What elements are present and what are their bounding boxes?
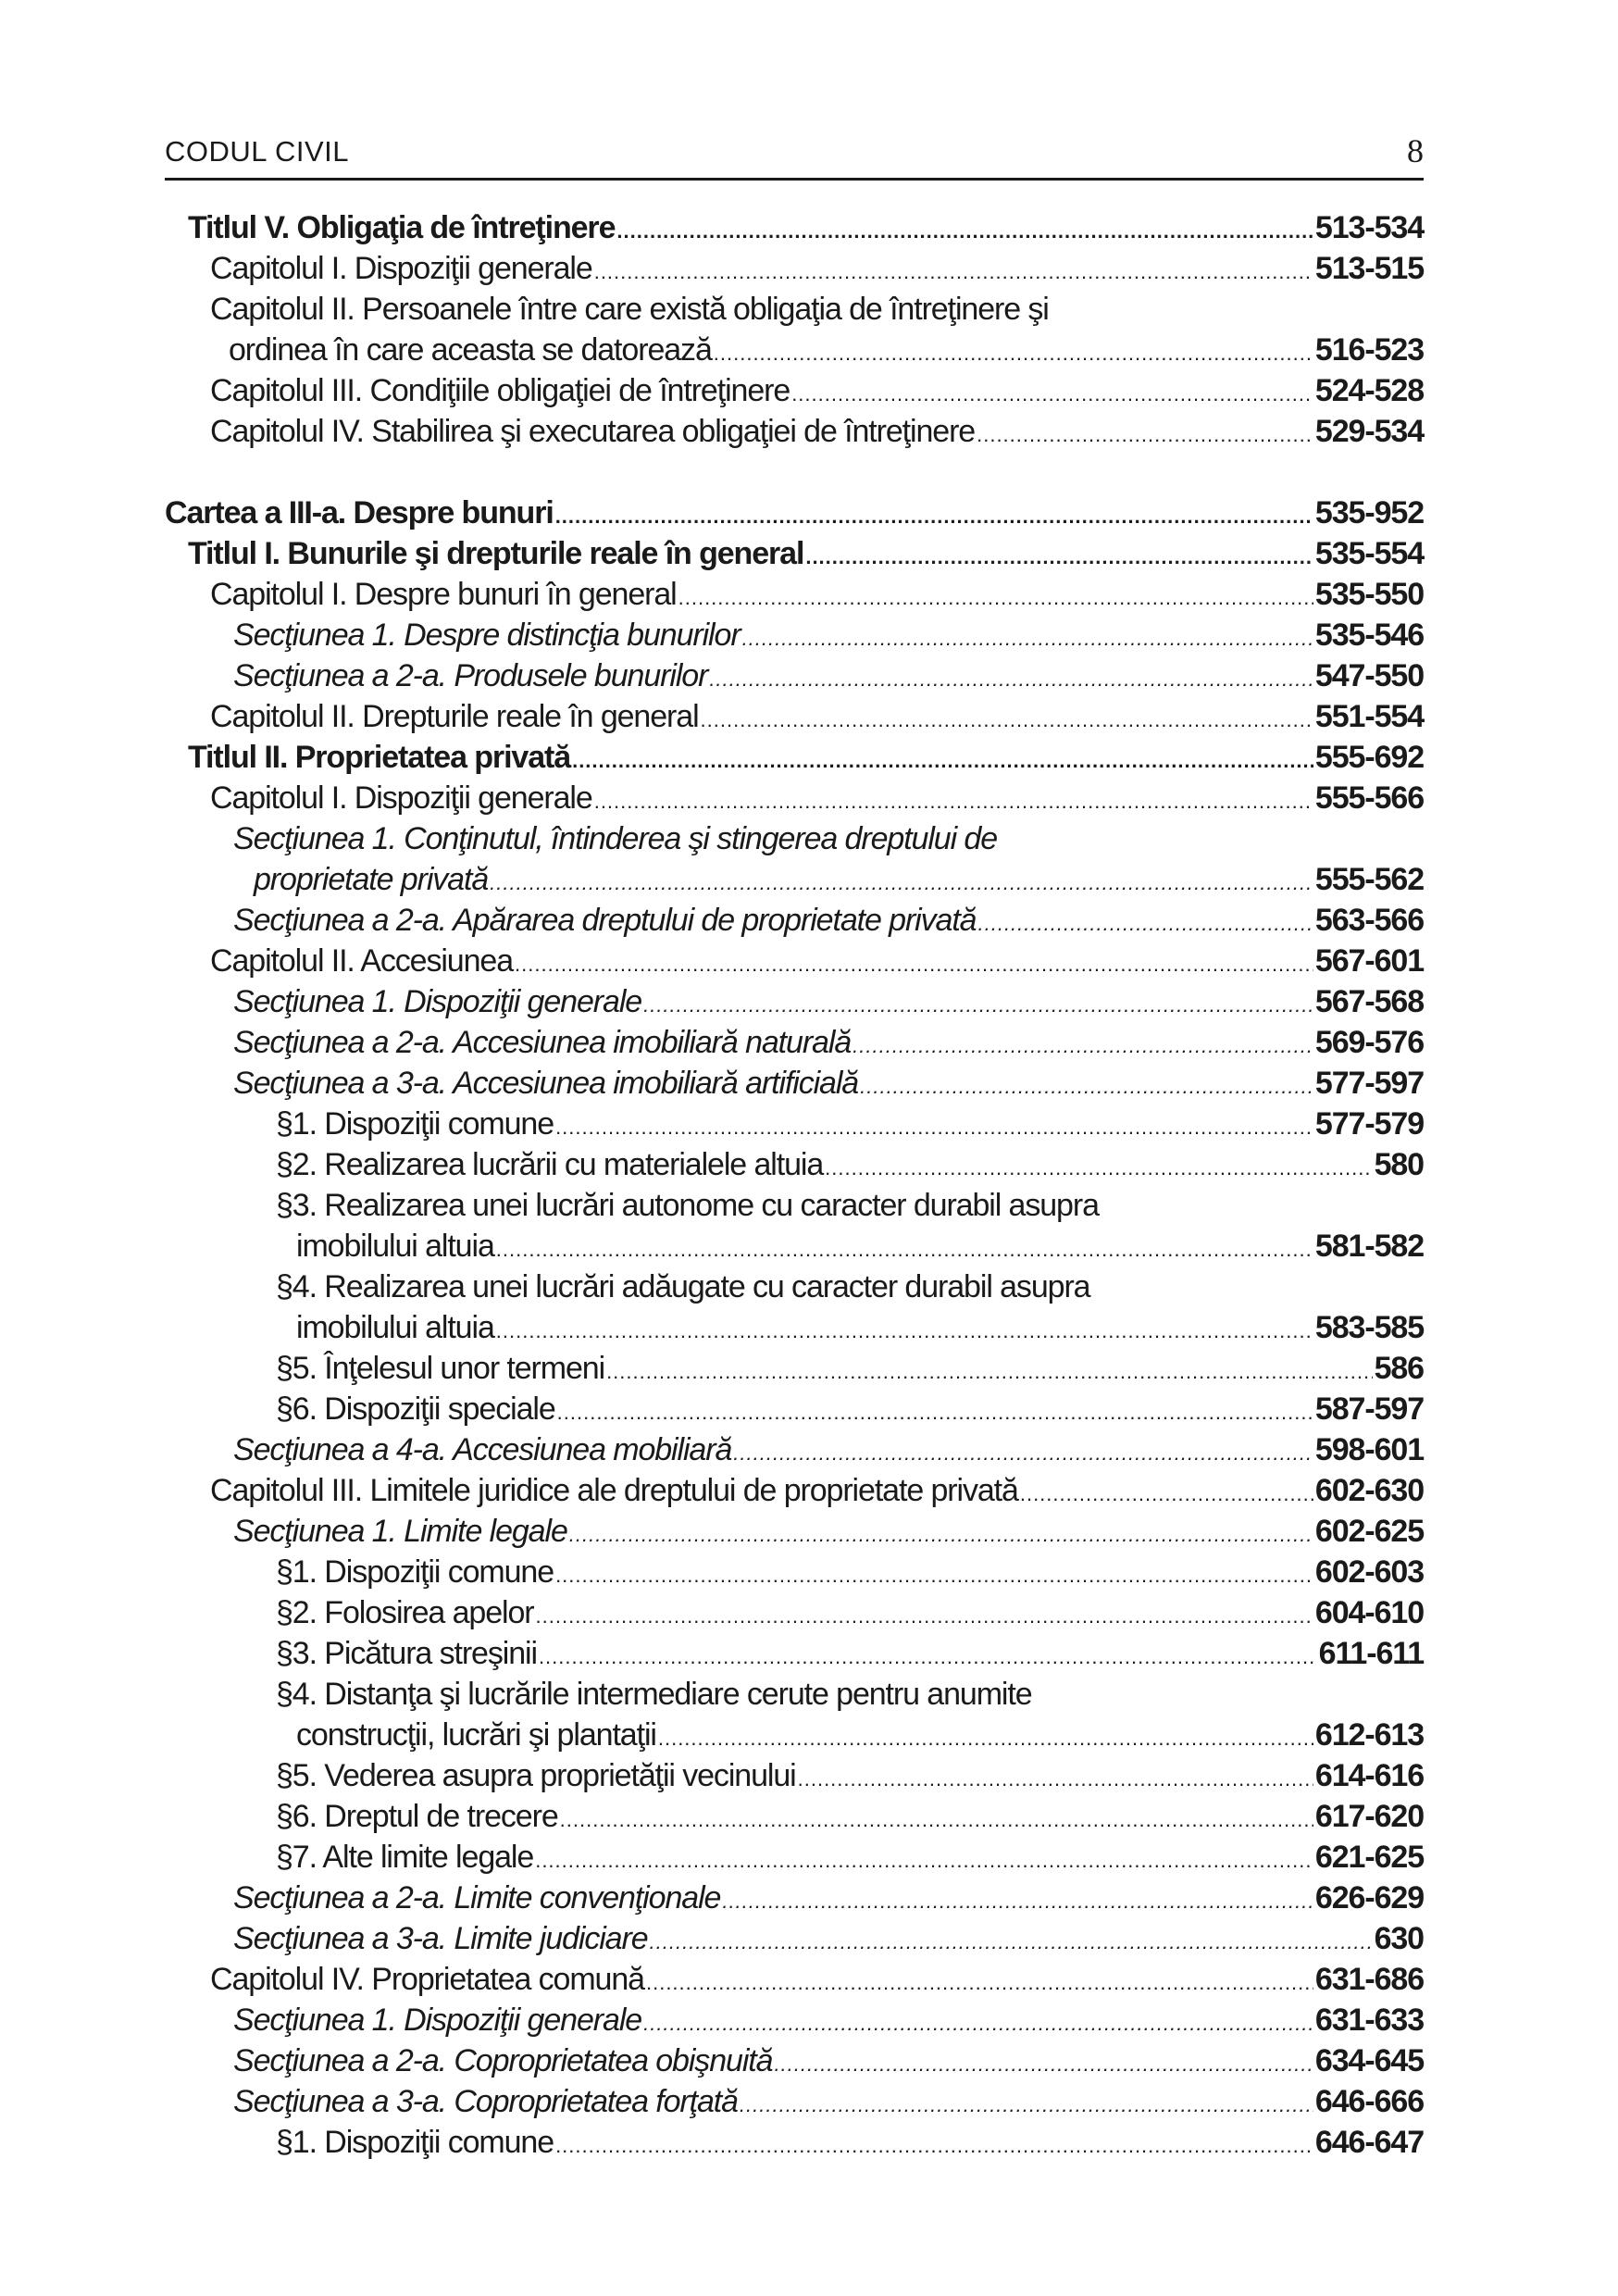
toc-entry-label: §6. Dispoziţii speciale xyxy=(276,1391,555,1427)
toc-entry-pages: 586 xyxy=(1374,1351,1424,1386)
toc-dot-leader xyxy=(825,1158,1372,1179)
toc-dot-leader xyxy=(557,1403,1313,1423)
toc-dot-leader xyxy=(701,710,1313,730)
toc-entry-label: §6. Dreptul de trecere xyxy=(276,1799,558,1834)
toc-entry[interactable] xyxy=(165,1713,1424,1753)
toc-entry[interactable] xyxy=(165,206,1424,246)
toc-entry-label: Secţiunea 1. Despre distincţia bunurilor xyxy=(233,618,741,653)
toc-entry-pages: 577-597 xyxy=(1314,1066,1424,1101)
toc-entry-pages: 617-620 xyxy=(1314,1799,1424,1834)
toc-entry[interactable] xyxy=(165,531,1424,572)
toc-entry-pages: 630 xyxy=(1374,1921,1424,1956)
toc-entry-label: Secţiunea a 3-a. Limite judiciare xyxy=(233,1921,648,1956)
toc-entry[interactable] xyxy=(165,1672,1424,1713)
toc-dot-leader xyxy=(742,629,1313,649)
toc-dot-leader xyxy=(594,792,1313,812)
table-of-contents xyxy=(165,206,1424,2161)
toc-dot-leader xyxy=(496,1240,1313,1260)
toc-entry-pages: 535-952 xyxy=(1314,495,1424,530)
toc-entry[interactable] xyxy=(165,1183,1424,1224)
running-header xyxy=(165,130,1424,181)
toc-entry-pages: 555-562 xyxy=(1314,862,1424,897)
toc-entry[interactable] xyxy=(165,1631,1424,1672)
toc-entry-label: Titlul II. Proprietatea privată xyxy=(188,740,571,775)
toc-entry-pages: 516-523 xyxy=(1314,332,1424,368)
toc-entry[interactable] xyxy=(165,613,1424,654)
toc-entry-pages: 621-625 xyxy=(1314,1840,1424,1875)
toc-entry-pages: 598-601 xyxy=(1314,1432,1424,1467)
toc-entry-label: Capitolul III. Condiţiile obligaţiei de întreţinere xyxy=(210,373,790,408)
toc-entry[interactable] xyxy=(165,328,1424,368)
toc-dot-leader xyxy=(535,1851,1313,1871)
toc-entry-pages: 567-568 xyxy=(1314,984,1424,1019)
toc-entry-pages: 602-625 xyxy=(1314,1514,1424,1549)
toc-dot-leader xyxy=(733,1443,1313,1464)
toc-dot-leader xyxy=(709,669,1313,690)
toc-entry-label: §4. Realizarea unei lucrări adăugate cu caracter durabil asupra xyxy=(276,1269,1090,1304)
toc-entry-pages: 612-613 xyxy=(1314,1717,1424,1753)
toc-entry-label: proprietate privată xyxy=(254,862,489,897)
toc-entry[interactable] xyxy=(165,1916,1424,1957)
toc-dot-leader xyxy=(722,1891,1313,1912)
toc-entry[interactable] xyxy=(165,898,1424,939)
toc-entry[interactable] xyxy=(165,1835,1424,1876)
toc-entry-pages: 513-534 xyxy=(1314,210,1424,245)
toc-entry[interactable] xyxy=(165,2039,1424,2079)
toc-entry-label: §7. Alte limite legale xyxy=(276,1840,534,1875)
toc-entry-label: Capitolul IV. Proprietatea comună xyxy=(210,1962,644,1997)
toc-entry[interactable] xyxy=(165,1998,1424,2039)
toc-entry[interactable] xyxy=(165,1305,1424,1346)
toc-entry[interactable] xyxy=(165,1876,1424,1916)
toc-entry-label: Secţiunea a 2-a. Accesiunea imobiliară naturală xyxy=(233,1025,852,1060)
toc-entry-pages: 587-597 xyxy=(1314,1391,1424,1427)
toc-dot-leader xyxy=(572,751,1313,771)
toc-entry-pages: 634-645 xyxy=(1314,2043,1424,2078)
toc-entry-label: §3. Picătura streşinii xyxy=(276,1636,537,1671)
toc-dot-leader xyxy=(606,1362,1373,1382)
toc-entry-pages: 524-528 xyxy=(1314,373,1424,408)
toc-entry[interactable] xyxy=(165,1102,1424,1142)
toc-entry[interactable] xyxy=(165,1020,1424,1061)
toc-entry-pages: 535-554 xyxy=(1314,536,1424,571)
toc-entry-label: Secţiunea a 3-a. Coproprietatea forţată xyxy=(233,2084,738,2119)
toc-entry-pages: 580 xyxy=(1374,1147,1424,1182)
toc-entry[interactable] xyxy=(165,1346,1424,1387)
toc-dot-leader xyxy=(650,1932,1373,1953)
toc-entry[interactable] xyxy=(165,1265,1424,1305)
toc-entry-pages: 646-647 xyxy=(1314,2125,1424,2160)
toc-entry-label: Capitolul I. Dispoziţii generale xyxy=(210,251,592,286)
toc-dot-leader xyxy=(791,384,1313,405)
toc-entry-label: construcţii, lucrări şi plantaţii xyxy=(296,1717,656,1753)
toc-entry[interactable] xyxy=(165,2079,1424,2120)
toc-entry-label: Secţiunea 1. Dispoziţii generale xyxy=(233,984,642,1019)
toc-entry[interactable] xyxy=(165,1509,1424,1550)
toc-dot-leader xyxy=(539,1647,1317,1667)
toc-dot-leader xyxy=(805,547,1313,568)
toc-entry-label: Secţiunea a 3-a. Accesiunea imobiliară artificială xyxy=(233,1066,859,1101)
toc-dot-leader xyxy=(774,2054,1313,2075)
toc-entry[interactable] xyxy=(165,1550,1424,1591)
toc-dot-leader xyxy=(740,2095,1313,2115)
toc-entry-label: Secţiunea 1. Dispoziţii generale xyxy=(233,2003,642,2038)
toc-entry-label: Secţiunea a 2-a. Apărarea dreptului de proprietate privată xyxy=(233,903,977,938)
toc-entry[interactable] xyxy=(165,246,1424,287)
toc-entry-label: §1. Dispoziţii comune xyxy=(276,2125,554,2160)
toc-dot-leader xyxy=(555,506,1313,527)
toc-entry-label: Titlul V. Obligaţia de întreţinere xyxy=(188,210,616,245)
toc-dot-leader xyxy=(646,1973,1313,1993)
toc-entry-pages: 569-576 xyxy=(1314,1025,1424,1060)
toc-entry-pages: 567-601 xyxy=(1314,943,1424,979)
toc-entry-label: Secţiunea 1. Conţinutul, întinderea şi stingerea dreptului de xyxy=(233,821,998,856)
toc-entry[interactable] xyxy=(165,287,1424,328)
toc-entry-pages: 583-585 xyxy=(1314,1310,1424,1345)
toc-entry-pages: 611-611 xyxy=(1318,1636,1424,1671)
toc-entry-label: Capitolul II. Accesiunea xyxy=(210,943,514,979)
toc-entry[interactable] xyxy=(165,1061,1424,1102)
toc-entry-label: §2. Folosirea apelor xyxy=(276,1595,534,1630)
toc-entry-pages: 604-610 xyxy=(1314,1595,1424,1630)
toc-dot-leader xyxy=(616,221,1313,242)
toc-dot-leader xyxy=(658,1728,1313,1749)
toc-entry-label: §5. Înţelesul unor termeni xyxy=(276,1351,605,1386)
toc-dot-leader xyxy=(515,955,1313,975)
toc-dot-leader xyxy=(643,995,1313,1016)
toc-entry-pages: 614-616 xyxy=(1314,1758,1424,1793)
toc-entry-label: Capitolul I. Despre bunuri în general xyxy=(210,577,677,612)
running-header-title: CODUL CIVIL xyxy=(165,135,350,168)
toc-entry[interactable] xyxy=(165,2120,1424,2161)
toc-entry[interactable] xyxy=(165,409,1424,450)
toc-entry[interactable] xyxy=(165,1753,1424,1794)
toc-dot-leader xyxy=(678,588,1313,608)
toc-entry-label: Cartea a III-a. Despre bunuri xyxy=(165,495,554,530)
toc-entry-pages: 581-582 xyxy=(1314,1229,1424,1264)
toc-entry-pages: 513-515 xyxy=(1314,251,1424,286)
toc-entry-label: §2. Realizarea lucrării cu materialele altuia xyxy=(276,1147,824,1182)
toc-entry-pages: 555-566 xyxy=(1314,780,1424,816)
toc-entry[interactable] xyxy=(165,1794,1424,1835)
toc-entry[interactable] xyxy=(165,735,1424,776)
toc-entry-label: Capitolul III. Limitele juridice ale dreptului de proprietate privată xyxy=(210,1473,1018,1508)
toc-entry[interactable] xyxy=(165,857,1424,898)
toc-dot-leader xyxy=(560,1810,1313,1830)
toc-entry-pages: 529-534 xyxy=(1314,414,1424,449)
toc-dot-leader xyxy=(490,873,1313,893)
toc-entry-label: §1. Dispoziţii comune xyxy=(276,1554,554,1590)
toc-entry-pages: 535-550 xyxy=(1314,577,1424,612)
toc-entry-pages: 563-566 xyxy=(1314,903,1424,938)
toc-entry[interactable] xyxy=(165,980,1424,1020)
toc-entry[interactable] xyxy=(165,1224,1424,1265)
toc-entry-pages: 535-546 xyxy=(1314,618,1424,653)
toc-entry-label: Capitolul II. Drepturile reale în general xyxy=(210,699,699,734)
toc-entry-label: Secţiunea a 2-a. Limite convenţionale xyxy=(233,1880,721,1915)
toc-entry[interactable] xyxy=(165,1387,1424,1428)
toc-entry[interactable] xyxy=(165,1428,1424,1468)
toc-entry-pages: 631-633 xyxy=(1314,2003,1424,2038)
toc-dot-leader xyxy=(978,914,1313,934)
toc-entry[interactable] xyxy=(165,1468,1424,1509)
toc-entry-pages: 626-629 xyxy=(1314,1880,1424,1915)
toc-entry-label: Capitolul II. Persoanele între care există obligaţia de întreţinere şi xyxy=(210,292,1049,327)
toc-entry[interactable] xyxy=(165,817,1424,857)
toc-dot-leader xyxy=(594,262,1313,282)
toc-entry-label: Capitolul IV. Stabilirea şi executarea obligaţiei de întreţinere xyxy=(210,414,976,449)
toc-entry[interactable] xyxy=(165,654,1424,694)
toc-dot-leader xyxy=(643,2014,1313,2034)
toc-entry-pages: 646-666 xyxy=(1314,2084,1424,2119)
toc-entry-label: §4. Distanţa şi lucrările intermediare cerute pentru anumite xyxy=(276,1677,1032,1712)
toc-entry-pages: 631-686 xyxy=(1314,1962,1424,1997)
toc-entry-label: Capitolul I. Dispoziţii generale xyxy=(210,780,592,816)
toc-dot-leader xyxy=(860,1077,1313,1097)
toc-entry[interactable] xyxy=(165,491,1424,531)
toc-entry-label: Secţiunea a 4-a. Accesiunea mobiliară xyxy=(233,1432,732,1467)
toc-entry[interactable] xyxy=(165,939,1424,980)
toc-dot-leader xyxy=(555,2136,1313,2156)
toc-entry-label: §5. Vederea asupra proprietăţii vecinului xyxy=(276,1758,796,1793)
toc-entry-label: §3. Realizarea unei lucrări autonome cu caracter durabil asupra xyxy=(276,1188,1099,1223)
toc-entry-label: Titlul I. Bunurile şi drepturile reale în general xyxy=(188,536,804,571)
toc-entry-label: ordinea în care aceasta se datorează xyxy=(229,332,712,368)
toc-entry-label: Secţiunea a 2-a. Produsele bunurilor xyxy=(233,658,708,693)
toc-entry-label: §1. Dispoziţii comune xyxy=(276,1106,554,1142)
toc-dot-leader xyxy=(714,343,1313,364)
toc-entry-pages: 555-692 xyxy=(1314,740,1424,775)
toc-entry-pages: 551-554 xyxy=(1314,699,1424,734)
toc-dot-leader xyxy=(536,1606,1313,1627)
toc-dot-leader xyxy=(977,425,1313,445)
toc-entry-pages: 577-579 xyxy=(1314,1106,1424,1142)
toc-entry-label: imobilului altuia xyxy=(296,1310,494,1345)
toc-entry[interactable] xyxy=(165,572,1424,613)
toc-spacer xyxy=(165,450,1424,491)
toc-dot-leader xyxy=(555,1566,1313,1586)
toc-entry[interactable] xyxy=(165,368,1424,409)
toc-entry[interactable] xyxy=(165,1142,1424,1183)
toc-entry-label: imobilului altuia xyxy=(296,1229,494,1264)
toc-dot-leader xyxy=(569,1525,1313,1545)
toc-dot-leader xyxy=(798,1769,1313,1790)
toc-entry-label: Secţiunea a 2-a. Coproprietatea obişnuită xyxy=(233,2043,773,2078)
page-number: 8 xyxy=(1407,132,1424,169)
toc-entry-pages: 602-603 xyxy=(1314,1554,1424,1590)
toc-entry[interactable] xyxy=(165,1591,1424,1631)
toc-dot-leader xyxy=(555,1117,1313,1138)
toc-entry[interactable] xyxy=(165,694,1424,735)
toc-entry-pages: 547-550 xyxy=(1314,658,1424,693)
toc-dot-leader xyxy=(1020,1484,1313,1504)
toc-dot-leader xyxy=(496,1321,1313,1341)
toc-entry[interactable] xyxy=(165,776,1424,817)
toc-entry-label: Secţiunea 1. Limite legale xyxy=(233,1514,567,1549)
toc-entry[interactable] xyxy=(165,1957,1424,1998)
toc-entry-pages: 602-630 xyxy=(1314,1473,1424,1508)
toc-dot-leader xyxy=(853,1036,1313,1056)
